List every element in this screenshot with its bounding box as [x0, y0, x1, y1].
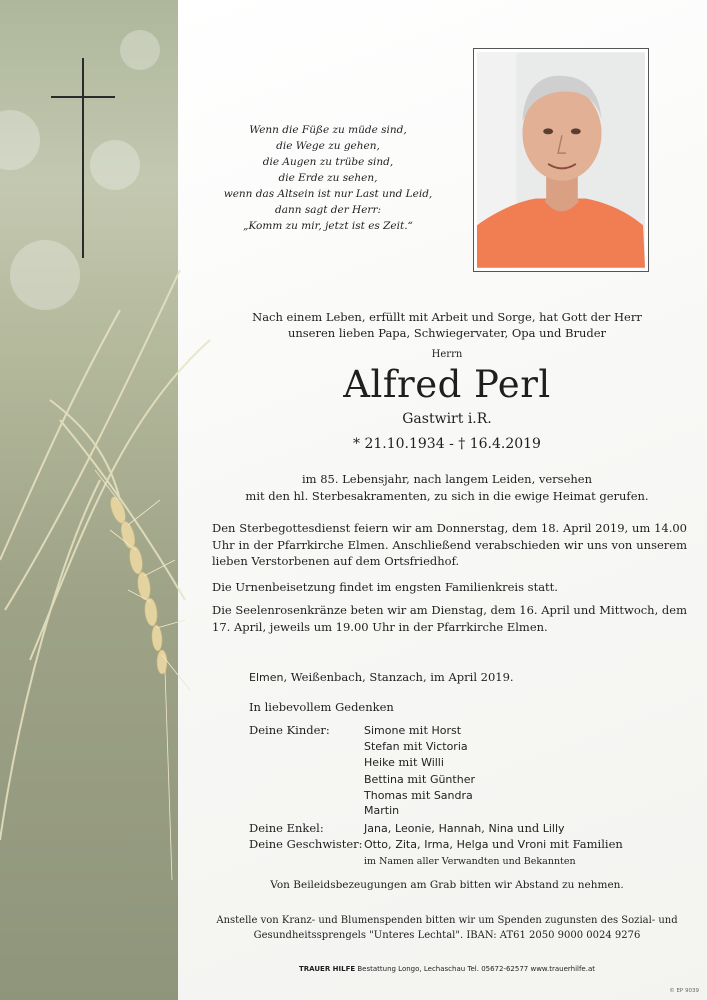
- rosary-paragraph: Die Seelenrosenkränze beten wir am Dienstag, dem 16. April und Mittwoch, dem 17. April, jeweils um 19.00 Uhr in der Pfarrkirche Elmen.: [212, 603, 687, 634]
- funeral-home-brand: TRAUER HILFE: [298, 965, 356, 973]
- funeral-paragraph: Den Sterbegottesdienst feiern wir am Donnerstag, dem 18. April 2019, um 14.00 Uhr in der Pfarrkirche Elmen. Anschließend verabschieden wir uns von unserem lieben Verstorbenen auf dem Ortsfriedhof.: [212, 521, 687, 568]
- funeral-home-footer: [210, 965, 684, 973]
- mit-word: mit: [398, 755, 418, 769]
- gedenken-heading: In liebevollem Gedenken: [249, 700, 394, 714]
- und-word: und: [517, 821, 540, 835]
- funeral-home-contact: Bestattung Longo, Lechaschau Tel. 05672-62577 www.trauerhilfe.at: [355, 965, 595, 973]
- siblings-suffix: mit Familien: [549, 837, 623, 851]
- poem-line: wenn das Altsein ist nur Last und Leid,: [223, 188, 433, 200]
- poem-line: „Komm zu mir, jetzt ist es Zeit.“: [243, 220, 413, 232]
- grandchildren-list: Jana, Leonie, Hannah, Nina und Lilly: [364, 821, 565, 835]
- grandchild-name: Jana: [364, 822, 388, 835]
- sibling-name: Irma: [424, 838, 450, 851]
- sibling-name: Vroni: [517, 838, 547, 851]
- child-entry: [364, 723, 461, 737]
- partner-name: Günther: [429, 773, 475, 786]
- child-entry: [364, 772, 475, 786]
- child-entry: [364, 788, 473, 802]
- mit-word: mit: [411, 788, 431, 802]
- grandchild-name: Leonie: [395, 822, 432, 835]
- life-dates: * 21.10.1934 - † 16.4.2019: [353, 436, 541, 452]
- age-line: im 85. Lebensjahr, nach langem Leiden, versehen: [301, 472, 593, 486]
- poem-line: die Erde zu sehen,: [278, 172, 378, 184]
- mit-word: mit: [403, 739, 423, 753]
- child-name: Heike: [364, 756, 395, 769]
- child-name: Thomas: [364, 789, 408, 802]
- poem-line: Wenn die Füße zu müde sind,: [249, 124, 407, 136]
- sibling-name: Otto: [364, 838, 389, 851]
- donation-line: Anstelle von Kranz- und Blumenspenden bitten wir um Spenden zugunsten des Sozial- und: [216, 915, 678, 926]
- donation-line: Gesundheitssprengels "Unteres Lechtal". IBAN: AT61 2050 9000 0024 9276: [253, 930, 641, 941]
- partner-name: Willi: [421, 756, 444, 769]
- intro-line: unseren lieben Papa, Schwiegervater, Opa und Bruder: [287, 326, 607, 340]
- children-label: Deine Kinder:: [249, 723, 330, 737]
- mit-word: mit: [407, 772, 427, 786]
- deceased-title: Gastwirt i.R.: [402, 411, 492, 427]
- siblings-list: Otto, Zita, Irma, Helga und Vroni mit Familien: [364, 837, 623, 851]
- cross-horizontal: [51, 96, 115, 98]
- cross-vertical: [82, 58, 84, 258]
- und-word: und: [491, 837, 515, 851]
- print-code: © EP 9039: [669, 988, 699, 994]
- donation-note: [210, 913, 684, 943]
- child-entry: [364, 739, 468, 753]
- grandchild-name: Lilly: [542, 822, 565, 835]
- partner-name: Victoria: [425, 740, 468, 753]
- child-name: Bettina: [364, 773, 404, 786]
- sibling-name: Zita: [395, 838, 417, 851]
- child-entry: [364, 755, 444, 769]
- memorial-poem: [218, 122, 438, 234]
- intro-line: Nach einem Leben, erfüllt mit Arbeit und Sorge, hat Gott der Herr: [252, 310, 642, 324]
- salutation: Herrn: [431, 349, 463, 360]
- age-line: mit den hl. Sterbesakramenten, zu sich in die ewige Heimat gerufen.: [245, 489, 649, 503]
- poem-line: die Wege zu gehen,: [276, 140, 380, 152]
- siblings-label: Deine Geschwister:: [249, 837, 363, 851]
- poem-line: die Augen zu trübe sind,: [262, 156, 394, 168]
- child-name: Stefan: [364, 740, 400, 753]
- condolence-note: Von Beileidsbezeugungen am Grab bitten wir Abstand zu nehmen.: [270, 879, 624, 891]
- portrait-image: [477, 52, 645, 268]
- sibling-name: Helga: [456, 838, 489, 851]
- partner-name: Sandra: [433, 789, 473, 802]
- portrait-photo: [473, 48, 649, 272]
- place-town: Elmen: [249, 671, 284, 684]
- urn-paragraph: Die Urnenbeisetzung findet im engsten Familienkreis statt.: [212, 580, 558, 594]
- intro-text: [210, 309, 684, 341]
- deceased-name: Alfred Perl: [343, 363, 551, 406]
- place-rest: , Weißenbach, Stanzach, im April 2019.: [283, 670, 514, 684]
- poem-line: dann sagt der Herr:: [274, 204, 381, 216]
- relatives-note: im Namen aller Verwandten und Bekannten: [364, 856, 576, 867]
- child-entry: [364, 804, 399, 817]
- child-name: Martin: [364, 804, 400, 817]
- place-date: [249, 670, 514, 684]
- mit-word: mit: [408, 723, 428, 737]
- grandchild-name: Nina: [488, 822, 514, 835]
- age-text: [210, 471, 684, 505]
- grandchild-name: Hannah: [438, 822, 482, 835]
- partner-name: Horst: [431, 724, 462, 737]
- child-name: Simone: [364, 724, 406, 737]
- grandchildren-label: Deine Enkel:: [249, 821, 324, 835]
